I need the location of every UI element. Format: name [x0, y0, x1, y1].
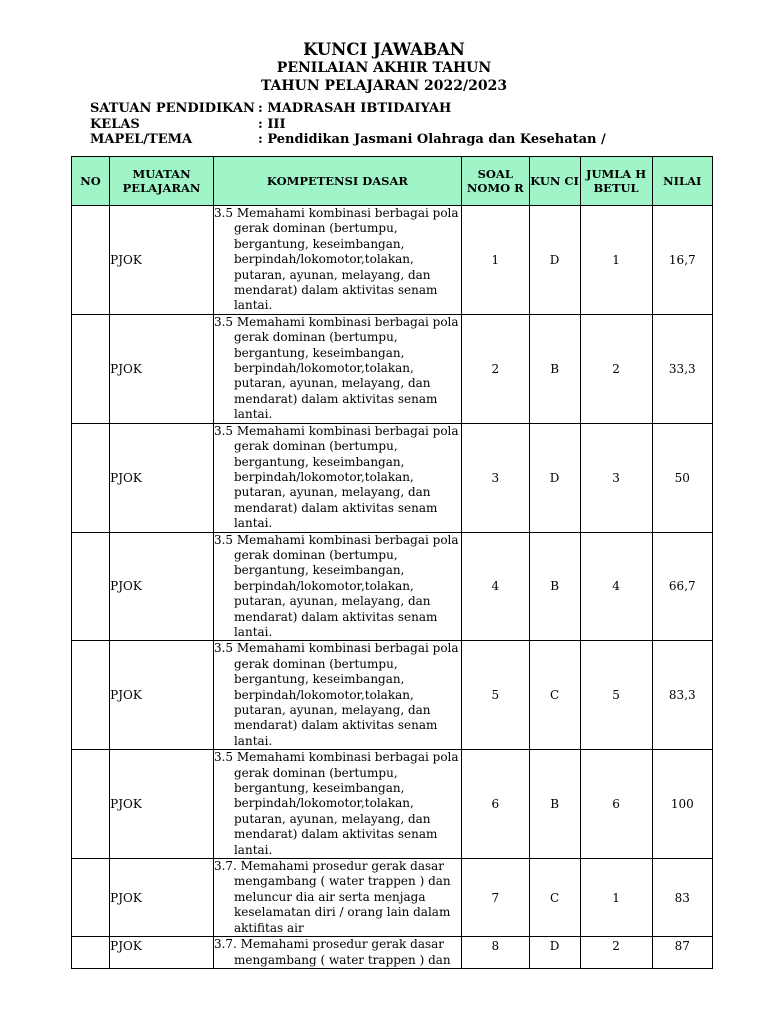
cell-nilai: 33,3: [652, 314, 712, 423]
cell-kunci: D: [529, 423, 580, 532]
table-row: [72, 314, 713, 423]
cell-nilai: 66,7: [652, 532, 712, 641]
meta-key: MAPEL/TEMA: [90, 132, 193, 147]
table-row: [72, 206, 713, 315]
meta-key: KELAS: [90, 116, 140, 132]
kd-first-line: 3.7. Memahami prosedur gerak dasar: [213, 859, 445, 874]
cell-no: [72, 641, 110, 750]
kd-rest: gerak dominan (bertumpu, bergantung, keseimbangan, berpindah/lokomotor,tolakan, putaran, ayunan, melayang, dan mendarat) dalam aktivitas senam lantai.: [233, 221, 438, 313]
cell-jumlah: 2: [580, 937, 652, 969]
cell-soal: 5: [461, 641, 529, 750]
cell-soal: 2: [461, 314, 529, 423]
table-row: [72, 532, 713, 641]
cell-soal: 6: [461, 750, 529, 859]
kd-rest: mengambang ( water trappen ) dan meluncur dia air serta menjaga keselamatan diri / orang lain dalam aktifitas air: [233, 874, 451, 935]
cell-kompetensi: [213, 641, 461, 750]
document-title: KUNCI JAWABAN: [303, 40, 465, 59]
kd-first-line: 3.5 Memahami kombinasi berbagai pola: [213, 206, 459, 220]
kd-rest: gerak dominan (bertumpu, bergantung, keseimbangan, berpindah/lokomotor,tolakan, putaran, ayunan, melayang, dan mendarat) dalam aktivitas senam lantai.: [233, 439, 438, 531]
header-kompetensi: KOMPETENSI DASAR: [213, 157, 461, 206]
table-row: [72, 859, 713, 937]
table-row: [72, 937, 713, 969]
cell-nilai: 87: [652, 937, 712, 969]
cell-kompetensi: [213, 750, 461, 859]
cell-muatan: PJOK: [110, 641, 214, 750]
cell-soal: 8: [461, 937, 529, 969]
meta-key: SATUAN PENDIDIKAN: [90, 101, 255, 116]
kd-first-line: 3.5 Memahami kombinasi berbagai pola: [213, 423, 459, 438]
meta-row-mapel: [90, 132, 606, 148]
cell-jumlah: 5: [580, 641, 652, 750]
meta-value: : Pendidikan Jasmani Olahraga dan Kesehatan /: [258, 132, 606, 147]
cell-kompetensi: [213, 314, 461, 423]
cell-muatan: PJOK: [110, 206, 214, 315]
cell-soal: 4: [461, 532, 529, 641]
cell-muatan: PJOK: [110, 314, 214, 423]
table-row: [72, 750, 713, 859]
header-soal: SOAL NOMO R: [461, 157, 529, 206]
cell-no: [72, 423, 110, 532]
kd-first-line: 3.5 Memahami kombinasi berbagai pola: [213, 532, 459, 547]
table-row: [72, 641, 713, 750]
kd-first-line: 3.5 Memahami kombinasi berbagai pola: [213, 314, 459, 329]
cell-kunci: B: [529, 750, 580, 859]
cell-jumlah: 6: [580, 750, 652, 859]
meta-value: : MADRASAH IBTIDAIYAH: [258, 101, 452, 116]
meta-value: : III: [258, 116, 286, 132]
cell-jumlah: 3: [580, 423, 652, 532]
cell-soal: 7: [461, 859, 529, 937]
cell-muatan: PJOK: [110, 937, 214, 969]
cell-muatan: PJOK: [110, 750, 214, 859]
cell-kompetensi: [213, 937, 461, 969]
kd-rest: gerak dominan (bertumpu, bergantung, keseimbangan, berpindah/lokomotor,tolakan, putaran, ayunan, melayang, dan mendarat) dalam aktivitas senam lantai.: [233, 330, 438, 422]
cell-soal: 1: [461, 206, 529, 315]
cell-jumlah: 1: [580, 206, 652, 315]
cell-nilai: 50: [652, 423, 712, 532]
cell-kunci: B: [529, 314, 580, 423]
cell-muatan: PJOK: [110, 859, 214, 937]
cell-nilai: 83: [652, 859, 712, 937]
academic-year: TAHUN PELAJARAN 2022/2023: [260, 78, 508, 94]
cell-no: [72, 206, 110, 315]
kd-first-line: 3.7. Memahami prosedur gerak dasar: [213, 937, 445, 952]
kd-rest: mengambang ( water trappen ) dan: [233, 952, 451, 967]
cell-nilai: 100: [652, 750, 712, 859]
kd-rest: gerak dominan (bertumpu, bergantung, keseimbangan, berpindah/lokomotor,tolakan, putaran, ayunan, melayang, dan mendarat) dalam aktivitas senam lantai.: [233, 547, 438, 639]
table-row: [72, 423, 713, 532]
meta-info: [90, 101, 606, 148]
cell-no: [72, 750, 110, 859]
kd-first-line: 3.5 Memahami kombinasi berbagai pola: [213, 750, 459, 765]
cell-kunci: D: [529, 937, 580, 969]
cell-no: [72, 532, 110, 641]
cell-jumlah: 4: [580, 532, 652, 641]
header-kunci: KUN CI: [529, 157, 580, 206]
header-muatan: MUATAN PELAJARAN: [110, 157, 214, 206]
cell-kunci: C: [529, 859, 580, 937]
cell-no: [72, 859, 110, 937]
cell-kunci: B: [529, 532, 580, 641]
cell-jumlah: 2: [580, 314, 652, 423]
header-nilai: NILAI: [652, 157, 712, 206]
cell-nilai: 16,7: [652, 206, 712, 315]
cell-muatan: PJOK: [110, 532, 214, 641]
cell-soal: 3: [461, 423, 529, 532]
cell-kompetensi: [213, 859, 461, 937]
cell-no: [72, 937, 110, 969]
cell-muatan: PJOK: [110, 423, 214, 532]
cell-kompetensi: [213, 532, 461, 641]
document-subtitle: PENILAIAN AKHIR TAHUN: [276, 60, 492, 76]
kd-rest: gerak dominan (bertumpu, bergantung, keseimbangan, berpindah/lokomotor,tolakan, putaran, ayunan, melayang, dan mendarat) dalam aktivitas senam lantai.: [233, 656, 438, 748]
table-header-row: [72, 157, 713, 206]
kd-rest: gerak dominan (bertumpu, bergantung, keseimbangan, berpindah/lokomotor,tolakan, putaran, ayunan, melayang, dan mendarat) dalam aktivitas senam lantai.: [233, 765, 438, 857]
cell-nilai: 83,3: [652, 641, 712, 750]
cell-kompetensi: [213, 423, 461, 532]
header-no: NO: [72, 157, 110, 206]
kd-first-line: 3.5 Memahami kombinasi berbagai pola: [213, 641, 459, 656]
header-jumlah: JUMLA H BETUL: [580, 157, 652, 206]
cell-kunci: D: [529, 206, 580, 315]
cell-kompetensi: [213, 206, 461, 315]
answer-key-table: [71, 156, 713, 969]
meta-row-satuan: [90, 101, 606, 117]
cell-no: [72, 314, 110, 423]
cell-jumlah: 1: [580, 859, 652, 937]
title-block: [0, 40, 768, 95]
cell-kunci: C: [529, 641, 580, 750]
meta-row-kelas: [90, 117, 606, 133]
